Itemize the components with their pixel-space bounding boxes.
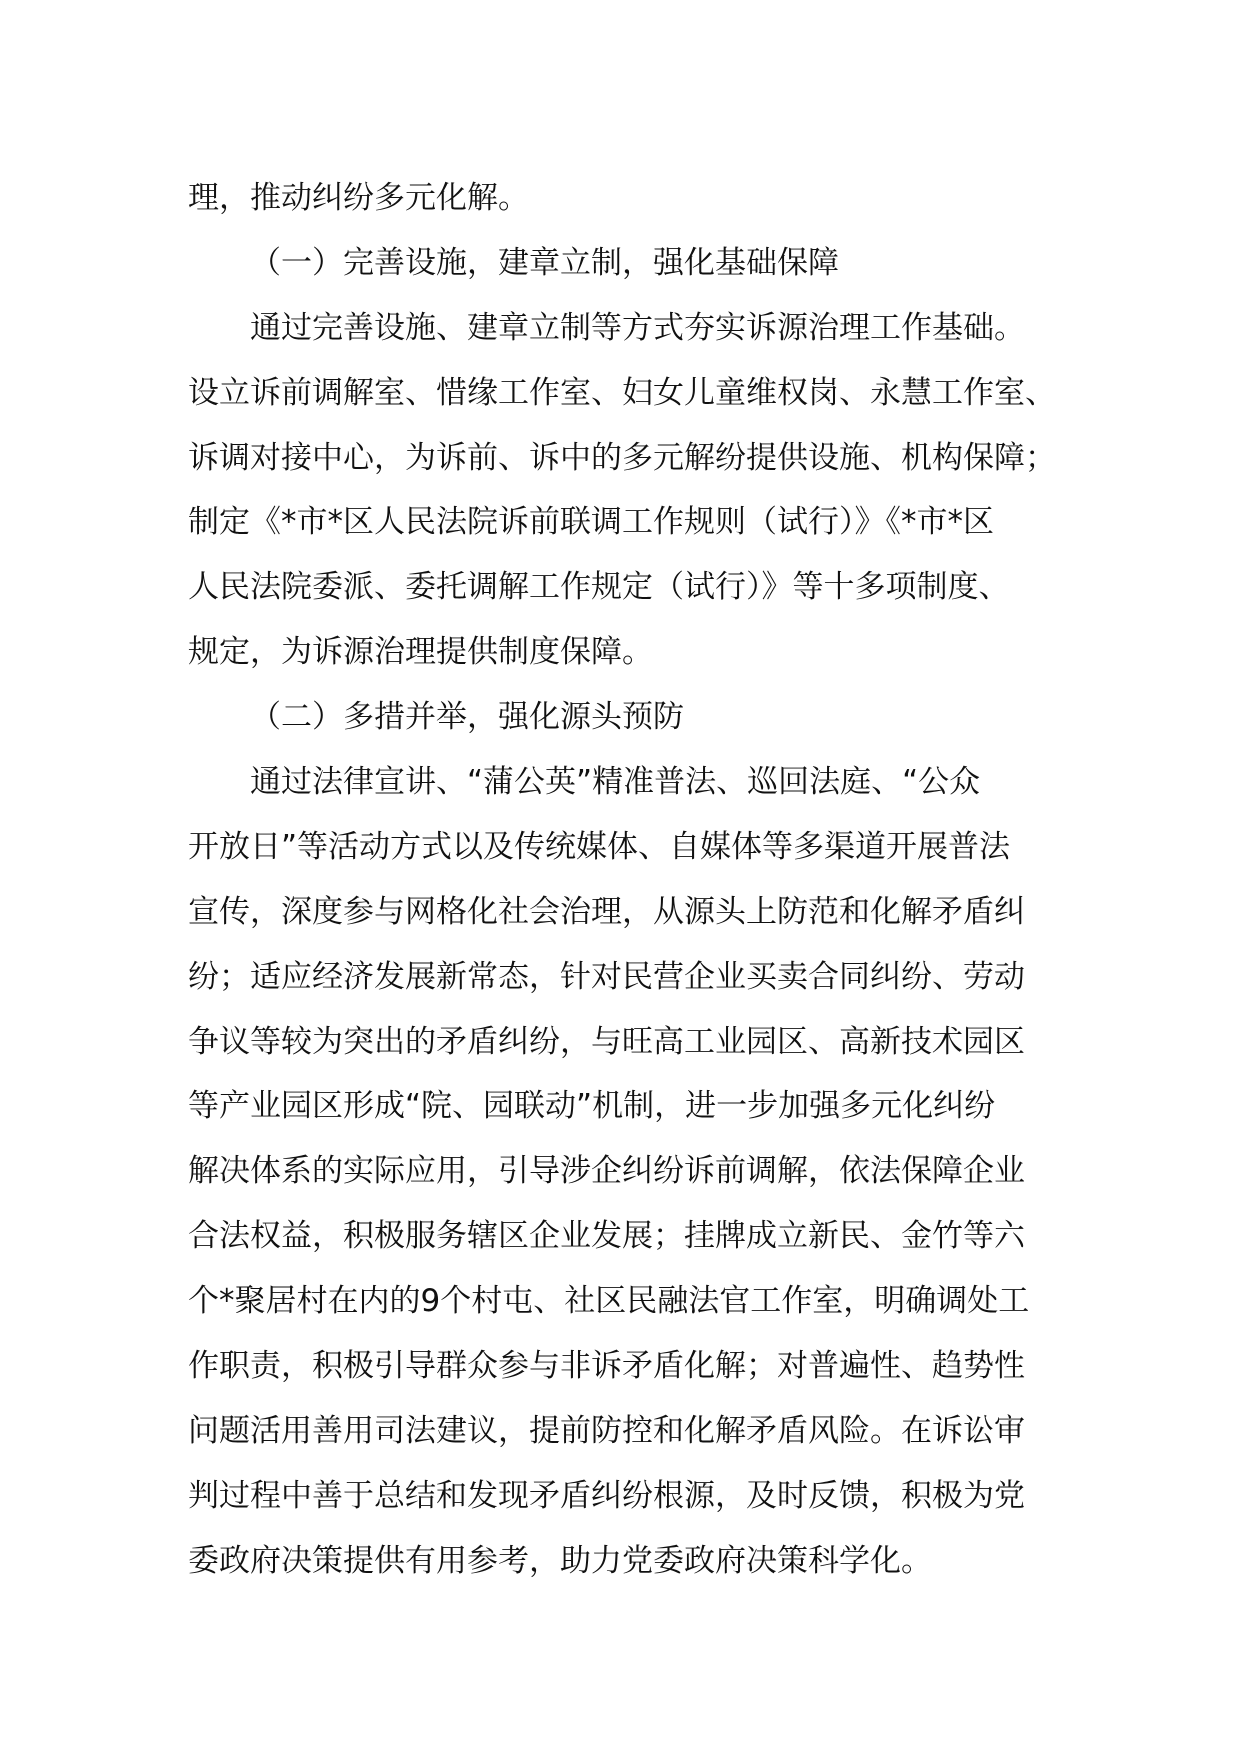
paragraph-line: 通过完善设施、建章立制等方式夯实诉源治理工作基础。 bbox=[250, 309, 1025, 346]
paragraph-line: 个*聚居村在内的9个村屯、社区民融法官工作室，明确调处工 bbox=[188, 1283, 1030, 1320]
section-heading-1: （一）完善设施，建章立制，强化基础保障 bbox=[250, 244, 839, 281]
paragraph-line: 纷；适应经济发展新常态，针对民营企业买卖合同纠纷、劳动 bbox=[188, 958, 1025, 995]
paragraph-line: 争议等较为突出的矛盾纠纷，与旺高工业园区、高新技术园区 bbox=[188, 1023, 1025, 1060]
paragraph-line: 理，推动纠纷多元化解。 bbox=[188, 180, 529, 216]
paragraph-line: 通过法律宣讲、“蒲公英”精准普法、巡回法庭、“公众 bbox=[250, 764, 981, 801]
paragraph-line: 设立诉前调解室、惜缘工作室、妇女儿童维权岗、永慧工作室、 bbox=[188, 374, 1056, 411]
paragraph-line: 作职责，积极引导群众参与非诉矛盾化解；对普遍性、趋势性 bbox=[188, 1348, 1025, 1385]
paragraph-line: 解决体系的实际应用，引导涉企纠纷诉前调解，依法保障企业 bbox=[188, 1153, 1025, 1190]
paragraph-line: 规定，为诉源治理提供制度保障。 bbox=[188, 634, 653, 671]
paragraph-line: 委政府决策提供有用参考，助力党委政府决策科学化。 bbox=[188, 1542, 932, 1579]
paragraph-line: 人民法院委派、委托调解工作规定（试行）》等十多项制度、 bbox=[188, 569, 1010, 606]
paragraph-line: 判过程中善于总结和发现矛盾纠纷根源，及时反馈，积极为党 bbox=[188, 1477, 1025, 1514]
paragraph-line: 宣传，深度参与网格化社会治理，从源头上防范和化解矛盾纠 bbox=[188, 893, 1025, 930]
paragraph-line: 合法权益，积极服务辖区企业发展；挂牌成立新民、金竹等六 bbox=[188, 1218, 1025, 1255]
paragraph-line: 诉调对接中心，为诉前、诉中的多元解纷提供设施、机构保障； bbox=[188, 439, 1056, 476]
paragraph-line: 问题活用善用司法建议，提前防控和化解矛盾风险。在诉讼审 bbox=[188, 1412, 1025, 1449]
document-body bbox=[188, 166, 1068, 1594]
paragraph-line: 制定《*市*区人民法院诉前联调工作规则（试行）》《*市*区 bbox=[188, 504, 994, 541]
paragraph-line: 等产业园区形成“院、园联动”机制，进一步加强多元化纠纷 bbox=[188, 1088, 996, 1125]
section-heading-2: （二）多措并举，强化源头预防 bbox=[250, 699, 684, 736]
paragraph-line: 开放日”等活动方式以及传统媒体、自媒体等多渠道开展普法 bbox=[188, 828, 1011, 865]
